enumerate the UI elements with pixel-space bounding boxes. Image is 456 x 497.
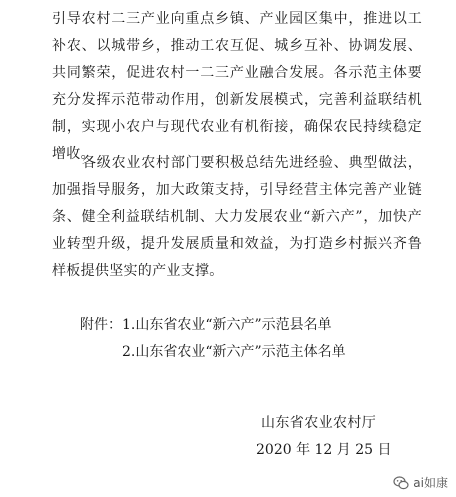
watermark-text: ai如康 [413, 476, 448, 490]
body-paragraph-1: 引导农村二三产业向重点乡镇、产业园区集中，推进以工补农、以城带乡，推动工农互促、城乡互补、协调发展、共同繁荣，促进农村一二三产业融合发展。各示范主体要充分发挥示范带动作用，创新发展模式，完善利益联结机制，实现小农户与现代农业有机衔接，确保农民持续稳定增收。 [52, 11, 422, 162]
attachment-item-1: 附件：1.山东省农业“新六产”示范县名单 [80, 317, 332, 333]
body-paragraph-2: 各级农业农村部门要积极总结先进经验、典型做法，加强指导服务，加大政策支持，引导经营主体完善产业链条、健全利益联结机制、大力发展农业“新六产”，加快产业转型升级，提升发展质量和效益，为打造乡村振兴齐鲁样板提供坚实的产业支撑。 [52, 155, 422, 279]
watermark [393, 474, 448, 491]
signature-date: 2020 年 12 月 25 日 [256, 442, 392, 458]
attachment-item-2: 2.山东省农业“新六产”示范主体名单 [122, 344, 346, 360]
signature-organization: 山东省农业农村厅 [261, 415, 377, 431]
wechat-icon [393, 475, 409, 491]
